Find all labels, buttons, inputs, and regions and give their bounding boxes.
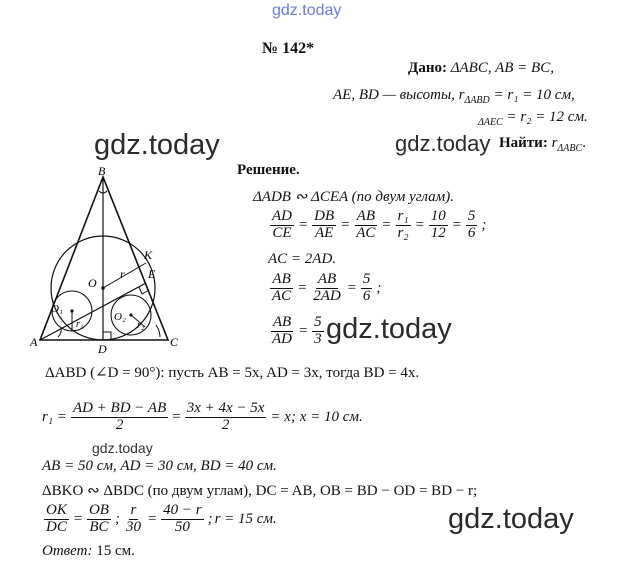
point-o [101, 286, 105, 290]
solution-r1-formula: r₁ = $\frac{AD + BD - AB}{2}$ = $\frac{3x + 4x - 5x}{2}$ = x; x = 10 см. [42, 400, 363, 433]
label-c: C [170, 335, 179, 349]
ratio-5-6: $\frac{5}{6}$ [467, 208, 476, 241]
label-o1: O₁ [51, 303, 63, 315]
right-angle-d [103, 332, 111, 340]
label-o2: O₂ [114, 311, 126, 323]
solution-ratios-2: $\frac{AB}{AC}$ = $\frac{AB}{2AD}$ = $\frac{5}{6}$ ; [272, 271, 382, 304]
answer-line [42, 543, 135, 560]
ratio-db-ae: $\frac{DB}{AE}$ [314, 208, 335, 241]
triangle-figure [28, 165, 228, 355]
label-k: K [144, 248, 153, 262]
solution-ratios: $\frac{AD}{CE}$ = $\frac{DB}{AE}$ = $\frac{AB}{AC}$ = $\frac{\text{r₁}}{\text{r₂}}$ = $\frac{10}{12}$ = $\frac{5}{6}$ ; [272, 208, 487, 241]
given-r2-sub: ΔAEC [478, 117, 503, 128]
label-a: A [30, 335, 38, 349]
point-o1 [70, 309, 73, 312]
ac-equals-2ad: AC = 2AD. [268, 251, 337, 267]
solution-line-1 [253, 187, 454, 206]
given-r1: = r₁ = 10 см, [493, 87, 575, 103]
solution-ratios-4: $\frac{OK}{DC}$ = $\frac{OB}{BC}$ ; $\frac{r}{30}$ = $\frac{40 - r}{50}$ ; r = 15 см. [46, 502, 277, 535]
ratio-ab-ac: $\frac{AB}{AC}$ [356, 208, 376, 241]
ratio-ab-2ad: $\frac{AB}{2AD}$ [313, 271, 341, 304]
problem-number: № 142* [262, 40, 315, 57]
find-label: Найти: [499, 135, 548, 151]
ratio-r1-r2: $\frac{\text{r₁}}{\text{r₂}}$ [397, 208, 409, 241]
answer-label: Ответ: [42, 543, 93, 559]
answer-value: 15 см. [96, 543, 135, 559]
ratio-ab-ad: $\frac{AB}{AD}$ [272, 314, 292, 347]
ratio-10-12: $\frac{10}{12}$ [430, 208, 446, 241]
ratio-r-30: $\frac{r}{30}$ [125, 502, 141, 535]
find-tail: . [582, 135, 586, 151]
similarity-bko-bdc: ΔBKO ∾ ΔBDC (по двум углам), DC = AB, OB = BD − OD = BD − r; [42, 483, 478, 499]
watermark-center-right: gdz.today [395, 131, 491, 156]
watermark-left: gdz.today [94, 129, 220, 161]
side-lengths: AB = 50 см, AD = 30 см, BD = 40 см. [42, 458, 277, 474]
point-o2 [129, 313, 132, 316]
ratio-ab-ac-2: $\frac{AB}{AC}$ [272, 271, 292, 304]
r1-label: r₁ = [42, 408, 67, 425]
watermark-bottom-right: gdz.today [448, 503, 574, 535]
ratio-ad-ce: $\frac{AD}{CE}$ [272, 208, 292, 241]
label-e: E [148, 267, 156, 281]
triangle-abd-sides: ΔABD (∠D = 90°): пусть AB = 5x, AD = 3x, тогда BD = 4x. [45, 365, 420, 381]
given-line-1 [408, 60, 554, 77]
watermark-middle: gdz.today [326, 313, 452, 345]
given-label: Дано: [408, 60, 447, 76]
given-r1-sub: ΔABD [464, 95, 490, 106]
label-r1: r₁ [76, 319, 84, 330]
find-line [499, 135, 586, 154]
ratio-ok-dc: $\frac{OK}{DC}$ [46, 502, 67, 535]
solution-ratios-3: $\frac{AB}{AD}$ = $\frac{5}{3}$ [272, 314, 322, 347]
solution-line-6 [45, 363, 419, 382]
label-d: D [98, 342, 107, 355]
r1-frac-general: $\frac{AD + BD - AB}{2}$ [72, 400, 167, 433]
r-result: r = 15 см. [214, 510, 277, 527]
ratio-40r-50: $\frac{40 - r}{50}$ [163, 502, 202, 535]
find-value: r [551, 135, 558, 151]
solution-line-8 [42, 458, 277, 475]
r1-result: = x; x = 10 см. [270, 408, 363, 425]
r1-frac-x: $\frac{3x + 4x - 5x}{2}$ [186, 400, 265, 433]
angle-mark-c [156, 325, 160, 337]
solution-heading: Решение. [237, 162, 300, 178]
given-line-3 [478, 109, 588, 128]
watermark-small-mid: gdz.today [92, 440, 153, 456]
given-r2: = r₂ = 12 см. [506, 109, 588, 125]
given-heights: AE, BD — высоты, r [333, 87, 465, 103]
label-o: O [88, 276, 97, 290]
label-r: r [120, 267, 125, 281]
ratio-5-6-2: $\frac{5}{6}$ [362, 271, 371, 304]
similarity-statement: ΔADB ∾ ΔCEA (по двум углам). [253, 189, 454, 205]
given-line-2 [333, 87, 575, 106]
ratio-5-3: $\frac{5}{3}$ [314, 314, 322, 347]
find-sub: ΔABC [557, 143, 583, 154]
label-r2: r₂ [137, 320, 145, 331]
label-b: B [98, 165, 106, 178]
ratio-ob-bc: $\frac{OB}{BC}$ [88, 502, 109, 535]
given-triangle: ΔABC, AB = BC, [450, 60, 554, 76]
solution-line-3 [268, 251, 336, 268]
solution-line-9 [42, 481, 477, 500]
watermark-top: gdz.today [272, 2, 342, 19]
